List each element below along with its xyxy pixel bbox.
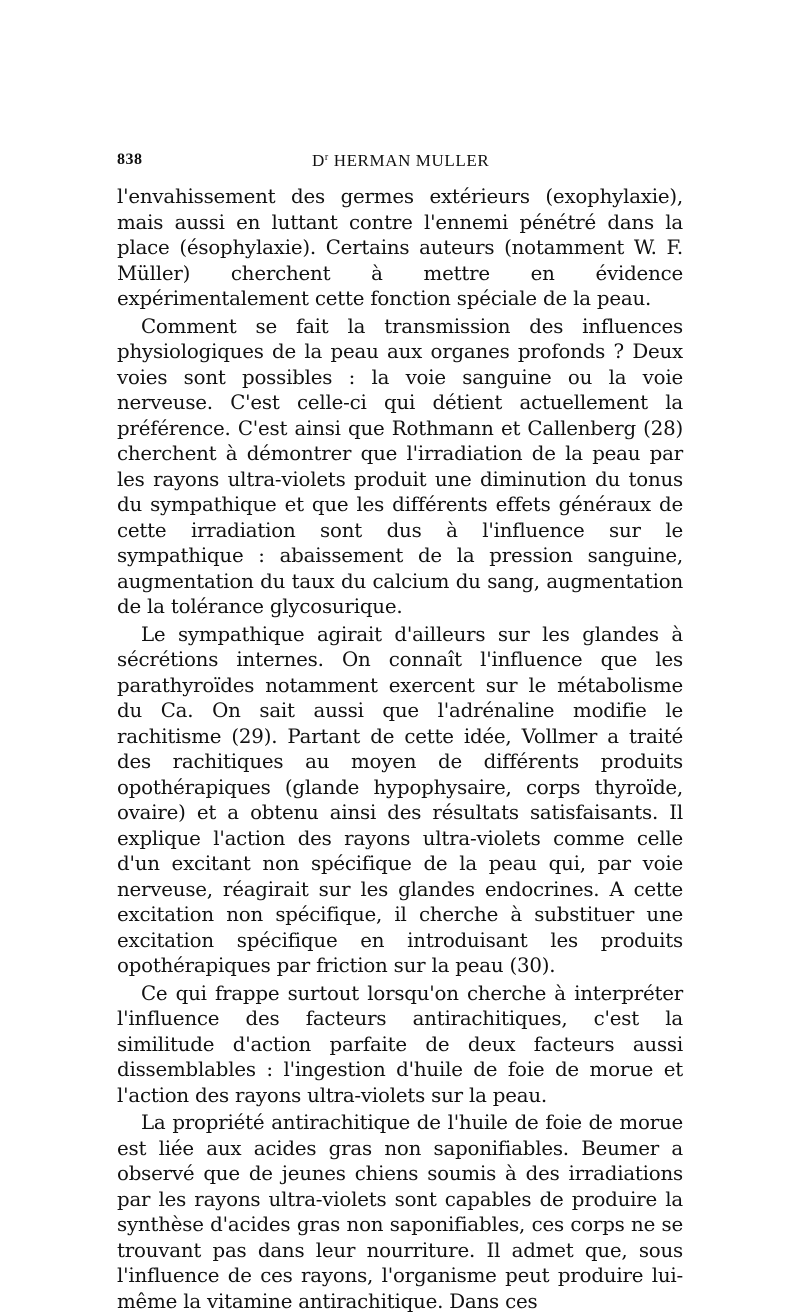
page-number: 838 (117, 151, 143, 168)
author-name: HERMAN MULLER (333, 151, 490, 170)
author-title-superscript: r (324, 152, 329, 163)
author-title: D (312, 151, 325, 170)
paragraph: Comment se fait la transmission des influences physiologiques de la peau aux organes profonds ? Deux voies sont possibles : la voie sanguine ou la voie nerveuse. C'est celle-ci qui détient actuellement la préférence. C'est ainsi que Rothmann et Callenberg (28) cherchent à démontrer que l'irradiation de la peau par les rayons ultra-violets produit une diminution du tonus du sympathique et que les différents effets généraux de cette irradiation sont dus à l'influence sur le sympathique : abaissement de la pression sanguine, augmentation du taux du calcium du sang, augmentation de la tolérance glycosurique. (117, 314, 683, 618)
page-header (117, 151, 683, 177)
paragraph-continued: l'envahissement des germes extérieurs (exophylaxie), mais aussi en luttant contre l'ennemi pénétré dans la place (ésophylaxie). Certains auteurs (notamment W. F. Müller) cherchent à mettre en évidence expérimentalement cette fonction spéciale de la peau. (117, 185, 683, 310)
body-text (117, 184, 683, 1316)
paragraph: La propriété antirachitique de l'huile de foie de morue est liée aux acides gras non saponifiables. Beumer a observé que de jeunes chiens soumis à des irradiations par les rayons ultra-violets sont capables de produire la synthèse d'acides gras non saponifiables, ces corps ne se trouvant pas dans leur nourriture. Il admet que, sous l'influence de ces rayons, l'organisme peut produire lui-même la vitamine antirachitique. Dans ces (117, 1111, 683, 1313)
paragraph: Le sympathique agirait d'ailleurs sur les glandes à sécrétions internes. On connaît l'influence que les parathyroïdes notamment exercent sur le métabolisme du Ca. On sait aussi que l'adrénaline modifie le rachitisme (29). Partant de cette idée, Vollmer a traité des rachitiques au moyen de différents produits opothérapiques (glande hypophysaire, corps thyroïde, ovaire) et a obtenu ainsi des résultats satisfaisants. Il explique l'action des rayons ultra-violets comme celle d'un excitant non spécifique de la peau qui, par voie nerveuse, réagirait sur les glandes endocrines. A cette excitation non spécifique, il cherche à substituer une excitation spécifique en introduisant les produits opothérapiques par friction sur la peau (30). (117, 622, 683, 977)
paragraph: Ce qui frappe surtout lorsqu'on cherche à interpréter l'influence des facteurs antirachitiques, c'est la similitude d'action parfaite de deux facteurs aussi dissemblables : l'ingestion d'huile de foie de morue et l'action des rayons ultra-violets sur la peau. (117, 981, 683, 1107)
running-head (312, 151, 489, 171)
